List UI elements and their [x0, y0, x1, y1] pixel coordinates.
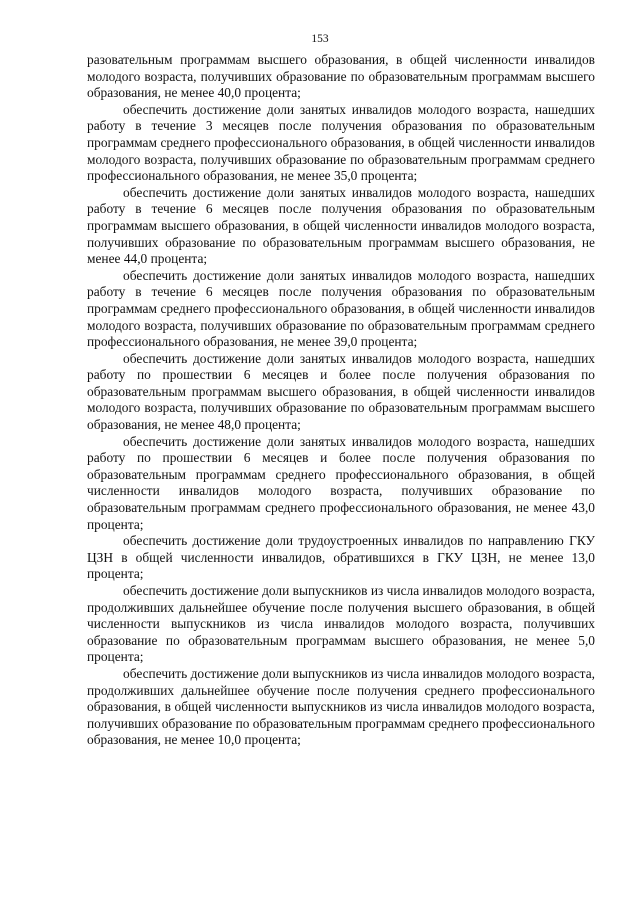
paragraph-employment-6m-higher: обеспечить достижение доли занятых инвалидов молодого возраста, нашедших работу в течение 6 месяцев после получения образования по образовательным программам высшего образования, в общей численности инвалидов молодого возраста, получивших образование по образовательным программам высшего образования, не менее 44,0 процента;: [87, 184, 595, 267]
paragraph-continuation: разовательным программам высшего образования, в общей численности инвалидов молодого возраста, получивших образование по образовательным программам высшего образования, не менее 40,0 процента;: [87, 52, 595, 101]
paragraph-employment-gku-czn: обеспечить достижение доли трудоустроенных инвалидов по направлению ГКУ ЦЗН в общей численности инвалидов, обратившихся в ГКУ ЦЗН, не менее 13,0 процента;: [87, 533, 595, 582]
paragraph-further-study-spo: обеспечить достижение доли выпускников из числа инвалидов молодого возраста, продолживших дальнейшее обучение после получения среднего профессионального образования, в общей численности выпускников из числа инвалидов молодого возраста, получивших образование по образовательным программам среднего профессионального образования, не менее 10,0 процента;: [87, 665, 595, 748]
page-number: 153: [311, 33, 329, 45]
paragraph-employment-6m-spo: обеспечить достижение доли занятых инвалидов молодого возраста, нашедших работу в течение 6 месяцев после получения образования по образовательным программам среднего профессионального образования, в общей численности инвалидов молодого возраста, получивших образование по образовательным программам среднего профессионального образования, не менее 39,0 процента;: [87, 267, 595, 350]
paragraph-employment-after-6m-higher: обеспечить достижение доли занятых инвалидов молодого возраста, нашедших работу по прошествии 6 месяцев и более после получения образования по образовательным программам высшего образования, в общей численности инвалидов молодого возраста, получивших образование по образовательным программам высшего образования, не менее 48,0 процента;: [87, 350, 595, 433]
document-body: [87, 52, 595, 749]
paragraph-further-study-higher: обеспечить достижение доли выпускников из числа инвалидов молодого возраста, продолживших дальнейшее обучение после получения высшего образования, в общей численности выпускников из числа инвалидов молодого возраста, получивших образование по образовательным программам высшего образования, не менее 5,0 процента;: [87, 583, 595, 665]
paragraph-employment-3m-spo: обеспечить достижение доли занятых инвалидов молодого возраста, нашедших работу в течение 3 месяцев после получения образования по образовательным программам среднего профессионального образования, в общей численности инвалидов молодого возраста, получивших образование по образовательным программам среднего профессионального образования, не менее 35,0 процента;: [87, 101, 595, 184]
paragraph-employment-after-6m-spo: обеспечить достижение доли занятых инвалидов молодого возраста, нашедших работу по прошествии 6 месяцев и более после получения образования по образовательным программам среднего профессионального образования, в общей численности инвалидов молодого возраста, получивших образование по образовательным программам среднего профессионального образования, не менее 43,0 процента;: [87, 433, 595, 532]
